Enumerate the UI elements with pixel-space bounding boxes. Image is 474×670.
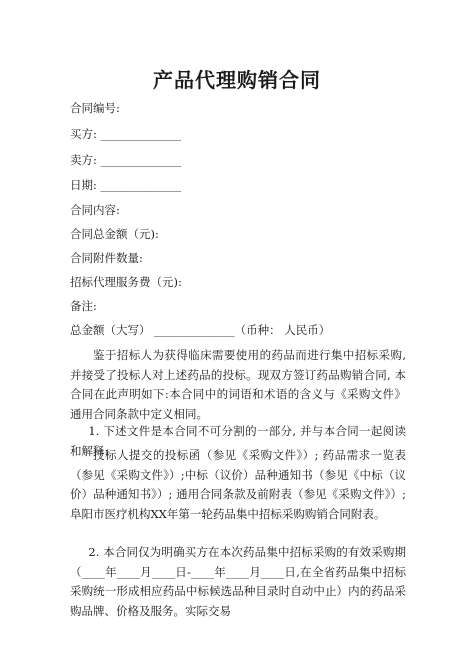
attachment-count-field: 合同附件数量:: [70, 251, 143, 265]
document-title: 产品代理购销合同: [153, 68, 321, 92]
date-field: 日期: ______________: [70, 178, 182, 192]
total-amount-capital-field: 总金额（大写） ______________（币种： 人民币）: [70, 323, 331, 337]
remarks-field: 备注:: [70, 299, 97, 313]
total-amount-field: 合同总金额（元):: [70, 227, 159, 241]
agency-fee-field: 招标代理服务费（元):: [70, 275, 182, 289]
contract-number-field: 合同编号:: [70, 101, 120, 115]
seller-field: 卖方: ______________: [70, 153, 182, 167]
clause-2-paragraph: 2. 本合同仅为明确买方在本次药品集中招标采购的有效采购期（____年____月____日-____年____月____日,在全省药品集中招标采购统一形成相应药品中标候选品种目录时自动中止）内的药品采购品牌、价格及服务。实际交易: [70, 545, 406, 618]
clause-1-title: 1. 下述文件是本合同不可分割的一部分, 并与本合同一起阅读和解释:: [70, 424, 406, 458]
contract-content-field: 合同内容:: [70, 203, 120, 217]
intro-paragraph: 鉴于招标人为获得临床需要使用的药品而进行集中招标采购, 并接受了投标人对上述药品的投标。现双方签订药品购销合同, 本合同在此声明如下:本合同中的词语和术语的含义与《采购文件》通用合同条款中定义相同。: [70, 348, 406, 421]
clause-1-body: 投标人提交的投标函（参见《采购文件》）; 药品需求一览表（参见《采购文件》）;中标（议价）品种通知书（参见《中标（议价）品种通知书》）; 通用合同条款及前附表（参见《采购文件》）;阜阳市医疗机构XX年第一轮药品集中招标采购购销合同附表。: [70, 448, 406, 521]
buyer-field: 买方: ______________: [70, 127, 182, 141]
